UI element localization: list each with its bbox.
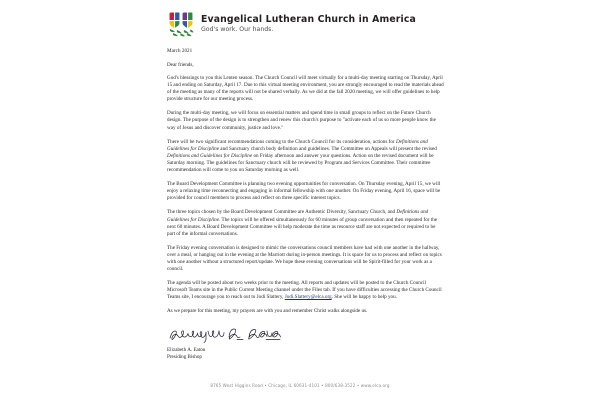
paragraph: The Friday evening conversation is designed to mimic the conversations council members have had with one another in the hallway, over a meal, or hanging out in the evening at the Marriott during in-person meetings. It is space for us to process and reflect on topics with one another without a structured report/update. We hope these evening conversations will be Spirit-filled for your work as a council. [167,244,442,273]
handwritten-signature-icon [167,325,307,345]
organization-name: Evangelical Lutheran Church in America [201,13,416,25]
letterhead [167,10,416,38]
email-link[interactable]: Jodi.Slattery@elca.org [284,294,332,301]
organization-tagline: God's work. Our hands. [201,26,274,34]
signer-title: Presiding Bishop [167,353,202,360]
signer-name: Elizabeth A. Eaton [167,346,206,353]
paragraph: The Board Development Committee is planning two evening opportunities for conversation. On Thursday evening, April 15, we will enjoy a relaxing time reconnecting and engaging in informal fellowship with one another. On Friday evening, April 16, space will be provided for council members to process and reflect on three specific interest topics. [167,181,441,202]
paragraph: The three topics chosen by the Board Development Committee are Authentic Diversity, Sanctuary Church, and Definitions and Guidelines for Discipline. The topics will be offered simultaneously for 60 minutes of group conversation and then repeated for the next 60 minutes. A Board Development Committee will help moderate the time as resource staff are not expected or required to be part of the informal conversations. [167,209,438,237]
footer-address: 8765 West Higgins Road • Chicago, IL 60631-4101 • 800/638-3522 • www.elca.org [210,383,390,388]
salutation: Dear friends, [167,62,194,68]
paragraph: God's blessings to you this Lenten season. The Church Council will meet virtually for a multi-day meeting starting on Thursday, April 15 and ending on Saturday, April 17. Due to this virtual meeting environment, you are strongly encouraged to read the materials ahead of the meeting as many of the reports will not be shared verbally. As we did at the fall 2020 meeting, we will offer guidelines to help provide structure for our meeting process. [167,75,444,103]
paragraph: During the multi-day meeting, we will focus on essential matters and spend time in small groups to reflect on the Future Church design. The purpose of the design is to strengthen and renew this church's purpose to "activate each of us so more people know the way of Jesus and discover community, justice and love." [167,110,436,131]
letter-date: March 2021 [167,48,193,54]
letter-body [167,48,444,361]
brand-text-block [201,15,416,34]
paragraph: There will be two significant recommendations coming to the Church Council for its consideration, actions for Definitions and Guidelines for Discipline and Sanctuary church body definition and guidelines. The Committee on Appeals will present the revised Definitions and Guidelines for Discipline on Friday afternoon and answer your questions. Action on the revised document will be Saturday morning. The guidelines for Sanctuary church will be reviewed by Program and Services Committee. Their committee recommendation will come to you on Saturday morning as well. [167,138,437,174]
signer-block [167,347,444,362]
elca-cross-shield-icon [167,10,195,38]
paragraph: The agenda will be posted about two weeks prior to the meeting. All reports and updates will be posted to the Church Council Microsoft Teams site in the Public Current Meeting channel under the Files tab. If you have difficulties accessing the Church Council Teams site, I encourage you to reach out to Jodi Slattery, Jodi.Slattery@elca.org. She will be happy to help you. [167,280,442,301]
closing-line: As we prepare for this meeting, my prayers are with you and remember Christ walks alongside us. [167,308,368,315]
